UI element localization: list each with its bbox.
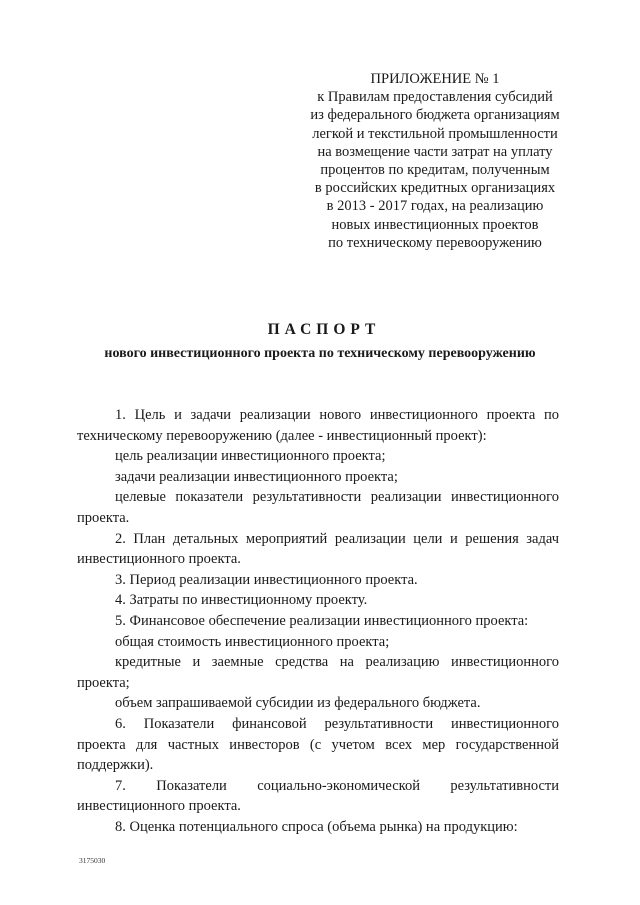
appendix-line: ПРИЛОЖЕНИЕ № 1 bbox=[370, 71, 500, 87]
appendix-line: к Правилам предоставления субсидий bbox=[317, 89, 553, 106]
appendix-line: в 2013 - 2017 годах, на реализацию bbox=[326, 198, 544, 215]
paragraph-1-line-2: техническому перевооружению (далее - инвестиционный проект): bbox=[77, 427, 487, 444]
tasks-item: задачи реализации инвестиционного проекта; bbox=[115, 468, 398, 485]
targets-item-line-1: целевые показатели результативности реализации инвестиционного bbox=[115, 489, 559, 506]
appendix-line: процентов по кредитам, полученным bbox=[320, 162, 550, 179]
paragraph-1-line-1: 1. Цель и задачи реализации нового инвестиционного проекта по bbox=[115, 407, 559, 423]
document-body bbox=[77, 405, 559, 837]
paragraph-6-line-3: поддержки). bbox=[77, 757, 154, 774]
footer-document-code: 3175030 bbox=[79, 856, 106, 865]
paragraph-4: 4. Затраты по инвестиционному проекту. bbox=[115, 592, 368, 609]
goal-item: цель реализации инвестиционного проекта; bbox=[115, 448, 386, 465]
appendix-line: на возмещение части затрат на уплату bbox=[317, 143, 553, 160]
paragraph-3: 3. Период реализации инвестиционного проекта. bbox=[115, 571, 418, 588]
credit-item-line-1: кредитные и заемные средства на реализацию инвестиционного bbox=[115, 654, 559, 671]
paragraph-6-line-1: 6. Показатели финансовой результативности инвестиционного bbox=[115, 715, 559, 732]
document-subtitle: нового инвестиционного проекта по техническому перевооружению bbox=[104, 346, 536, 361]
appendix-line: легкой и текстильной промышленности bbox=[312, 125, 558, 142]
paragraph-7-line-2: инвестиционного проекта. bbox=[77, 798, 241, 815]
paragraph-2-line-1: 2. План детальных мероприятий реализации цели и решения задач bbox=[115, 530, 559, 547]
appendix-line: новых инвестиционных проектов bbox=[331, 216, 539, 233]
cost-item: общая стоимость инвестиционного проекта; bbox=[115, 633, 390, 650]
paragraph-8: 8. Оценка потенциального спроса (объема рынка) на продукцию: bbox=[115, 818, 518, 835]
appendix-line: по техническому перевооружению bbox=[328, 234, 542, 251]
paragraph-5: 5. Финансовое обеспечение реализации инвестиционного проекта: bbox=[115, 612, 529, 629]
paragraph-7-line-1: 7. Показатели социально-экономической результативности bbox=[115, 777, 559, 794]
paragraph-2-line-2: инвестиционного проекта. bbox=[77, 551, 241, 568]
appendix-header bbox=[292, 70, 578, 252]
appendix-line: из федерального бюджета организациям bbox=[310, 107, 560, 124]
appendix-line: в российских кредитных организациях bbox=[314, 180, 556, 197]
credit-item-line-2: проекта; bbox=[77, 674, 130, 691]
document-title: ПАСПОРТ bbox=[267, 321, 381, 338]
subsidy-item: объем запрашиваемой субсидии из федерального бюджета. bbox=[115, 695, 481, 712]
paragraph-6-line-2: проекта для частных инвесторов (с учетом всех мер государственной bbox=[77, 736, 559, 753]
targets-item-line-2: проекта. bbox=[77, 509, 130, 526]
